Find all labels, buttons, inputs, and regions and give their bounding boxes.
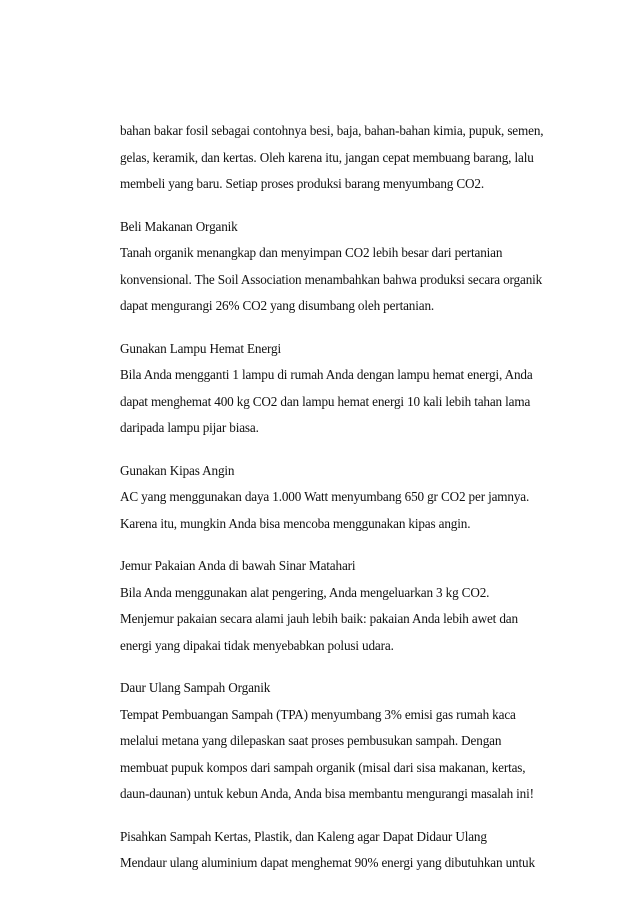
section-line: konvensional. The Soil Association menambahkan bahwa produksi secara organik [120, 271, 543, 287]
section-line: Mendaur ulang aluminium dapat menghemat 90% energi yang dibutuhkan untuk [120, 855, 535, 870]
section-heading: Jemur Pakaian Anda di bawah Sinar Matahari [120, 558, 356, 573]
section-line: dapat mengurangi 26% CO2 yang disumbang oleh pertanian. [120, 298, 435, 313]
section-kipas-angin [120, 458, 560, 538]
section-heading: Beli Makanan Organik [120, 218, 238, 234]
section-line: melalui metana yang dilepaskan saat proses pembusukan sampah. Dengan [120, 733, 502, 748]
intro-line-3: membeli yang baru. Setiap proses produksi barang menyumbang CO2. [120, 176, 484, 191]
section-line: Bila Anda mengganti 1 lampu di rumah Anda dengan lampu hemat energi, Anda [120, 367, 533, 382]
section-line: membuat pupuk kompos dari sampah organik (misal dari sisa makanan, kertas, [120, 759, 526, 775]
section-line: Karena itu, mungkin Anda bisa mencoba menggunakan kipas angin. [120, 515, 471, 531]
section-heading: Daur Ulang Sampah Organik [120, 680, 271, 695]
intro-line-1: bahan bakar fosil sebagai contohnya besi, baja, bahan-bahan kimia, pupuk, semen, [120, 123, 544, 138]
section-pisahkan-sampah [120, 824, 560, 877]
intro-line-2: gelas, keramik, dan kertas. Oleh karena itu, jangan cepat membuang barang, lalu [120, 149, 534, 165]
section-line: daripada lampu pijar biasa. [120, 420, 259, 435]
section-line: daun-daunan) untuk kebun Anda, Anda bisa membantu mengurangi masalah ini! [120, 786, 534, 801]
document-body [120, 118, 560, 877]
section-line: Tanah organik menangkap dan menyimpan CO2 lebih besar dari pertanian [120, 245, 503, 260]
section-line: Bila Anda menggunakan alat pengering, Anda mengeluarkan 3 kg CO2. [120, 584, 490, 600]
section-line: energi yang dipakai tidak menyebabkan polusi udara. [120, 637, 394, 653]
section-heading: Gunakan Lampu Hemat Energi [120, 340, 282, 356]
section-line: dapat menghemat 400 kg CO2 dan lampu hemat energi 10 kali lebih tahan lama [120, 393, 531, 409]
section-heading: Gunakan Kipas Angin [120, 462, 235, 478]
section-beli-makanan-organik [120, 214, 560, 320]
section-line: AC yang menggunakan daya 1.000 Watt menyumbang 650 gr CO2 per jamnya. [120, 489, 530, 504]
intro-paragraph [120, 118, 560, 198]
section-heading: Pisahkan Sampah Kertas, Plastik, dan Kaleng agar Dapat Didaur Ulang [120, 828, 487, 844]
section-daur-ulang-sampah-organik [120, 675, 560, 808]
section-lampu-hemat-energi [120, 336, 560, 442]
section-line: Tempat Pembuangan Sampah (TPA) menyumbang 3% emisi gas rumah kaca [120, 706, 516, 722]
section-jemur-pakaian [120, 553, 560, 659]
section-line: Menjemur pakaian secara alami jauh lebih baik: pakaian Anda lebih awet dan [120, 611, 518, 626]
